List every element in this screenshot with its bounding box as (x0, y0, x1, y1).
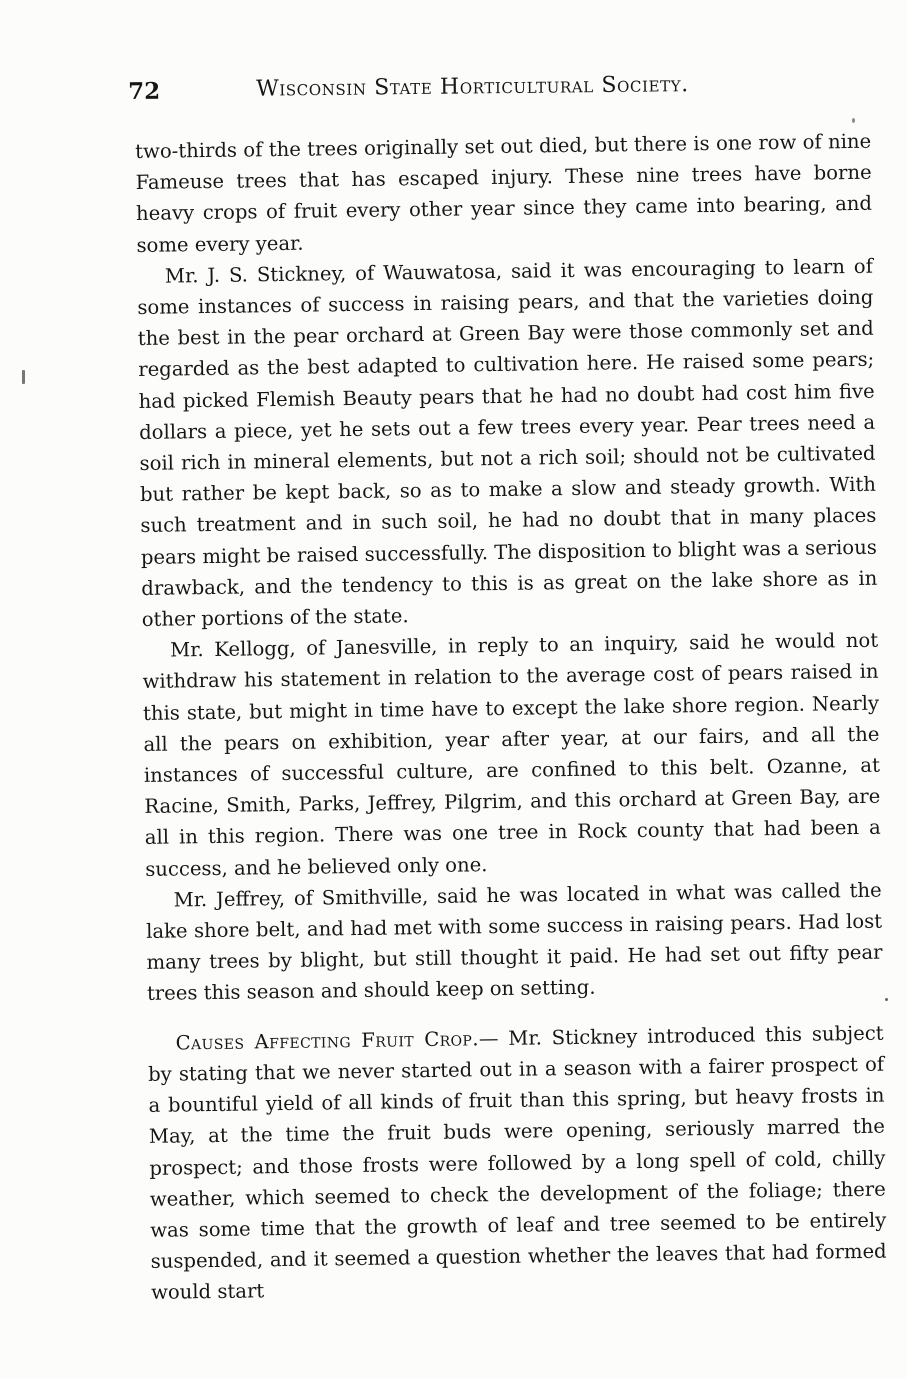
paragraph-jeffrey: Mr. Jeffrey, of Smithville, said he was located in what was called the lake shore belt, and had met with some success in raising pears. Had lost many trees by blight, but still thought it paid. He had set out fifty pear trees this season and should keep on setting. (145, 878, 883, 1006)
paragraph-stickney: Mr. J. S. Stickney, of Wauwatosa, said it was encouraging to learn of some instances of success in raising pears, and that the varieties doing the best in the pear orchard at Green Bay were those commonly set and regarded as the best adapted to cultivation here. He raised some pears; had picked Flemish Beauty pears that he had no doubt had cost him five dollars a piece, yet he sets out a few trees every year. Pear trees need a soil rich in mineral elements, but not a rich soil; should not be cultivated but rather be kept back, so as to make a slow and steady growth. With such treatment and in such soil, he had no doubt that in many places pears might be raised successfully. The disposition to blight was a serious drawback, and the tendency to this is as great on the lake shore as in other portions of the state. (137, 254, 878, 631)
running-header (128, 71, 768, 112)
running-header-title: Wisconsin State Horticultural Society. (255, 72, 689, 102)
scan-speck (885, 998, 888, 1001)
body-text (135, 126, 887, 1309)
section-text: — Mr. Stickney introduced this subject by stating that we never started out in a season with a fairer prospect of a bountiful yield of all kinds of fruit than this spring, but heavy frosts in May, at the time the fruit buds were opening, seriously marred the prospect; and those frosts were followed by a long spell of cold, chilly weather, which seemed to check the development of the foliage; there was some time that the growth of leaf and tree seemed to be entirely suspended, and it seemed a question whether the leaves that had formed would start (147, 1021, 887, 1305)
section-heading: Causes Affecting Fruit Crop. (175, 1026, 480, 1055)
scan-speck (852, 118, 855, 123)
page-number: 72 (128, 77, 161, 105)
paragraph-continuation: two-thirds of the trees originally set out died, but there is one row of nine Fameuse trees that has escaped injury. These nine trees have borne heavy crops of fruit every other year since they came into bearing, and some every year. (135, 129, 873, 257)
scan-mark (22, 370, 25, 384)
paragraph-kellogg: Mr. Kellogg, of Janesville, in reply to an inquiry, said he would not withdraw his statement in relation to the average cost of pears raised in this state, but might in time have to except the lake shore region. Nearly all the pears on exhibition, year after year, at our fairs, and all the instances of successful culture, are confined to this belt. Ozanne, at Racine, Smith, Parks, Jeffrey, Pilgrim, and this orchard at Green Bay, are all in this region. There was one tree in Rock county that had been a success, and he believed only one. (142, 628, 881, 881)
section-paragraph (147, 1017, 887, 1308)
